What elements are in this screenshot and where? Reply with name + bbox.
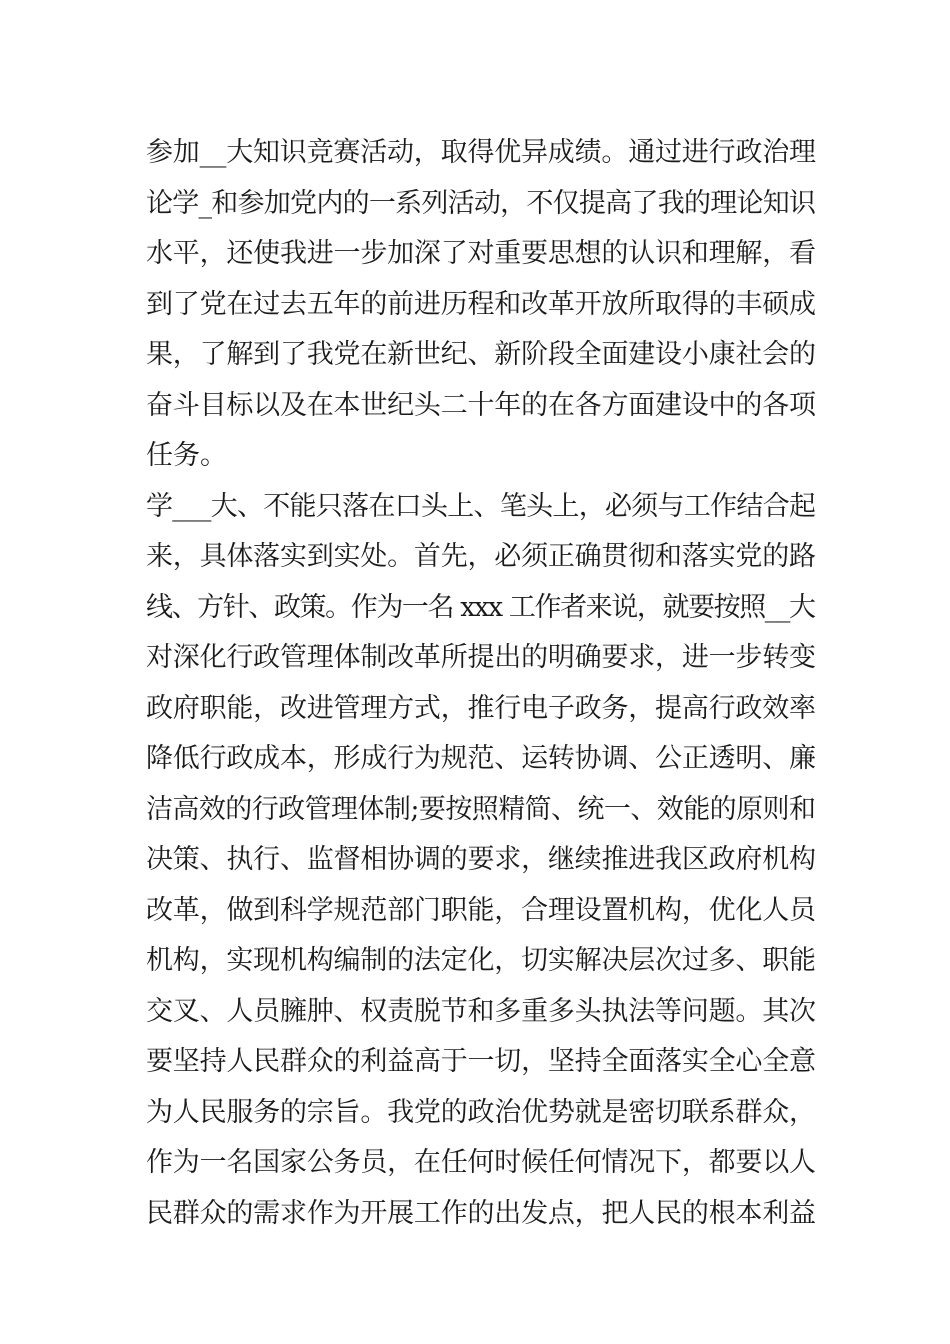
text-line: 为人民服务的宗旨。我党的政治优势就是密切联系群众， [146, 1096, 816, 1128]
text-line: 来，具体落实到实处。首先，必须正确贯彻和落实党的路 [146, 541, 816, 572]
text-line: 参加__大知识竞赛活动，取得优异成绩。通过进行政治理 [146, 137, 816, 168]
text-line: 学___大、不能只落在口头上、笔头上，必须与工作结合起 [146, 490, 816, 522]
text-line: 洁高效的行政管理体制;要按照精简、统一、效能的原则和 [146, 793, 816, 825]
text-line: 任务。 [146, 440, 227, 471]
text-line: 作为一名国家公务员，在任何时候任何情况下，都要以人 [146, 1147, 816, 1178]
paragraph-2 [146, 482, 816, 1240]
text-line: 水平，还使我进一步加深了对重要思想的认识和理解，看 [146, 238, 816, 269]
text-line: 要坚持人民群众的利益高于一切，坚持全面落实全心全意 [146, 1046, 816, 1077]
text-line: 奋斗目标以及在本世纪头二十年的在各方面建设中的各项 [146, 389, 816, 421]
text-line: 果，了解到了我党在新世纪、新阶段全面建设小康社会的 [146, 339, 816, 370]
text-line: 改革，做到科学规范部门职能，合理设置机构，优化人员 [146, 894, 816, 926]
text-line: 到了党在过去五年的前进历程和改革开放所取得的丰硕成 [146, 288, 816, 320]
document-body [146, 128, 816, 1239]
text-line: 机构，实现机构编制的法定化，切实解决层次过多、职能 [146, 945, 816, 976]
text-line: 对深化行政管理体制改革所提出的明确要求，进一步转变 [146, 642, 816, 673]
paragraph-1 [146, 128, 816, 482]
text-line: 民群众的需求作为开展工作的出发点，把人民的根本利益 [146, 1197, 816, 1229]
text-line: 交叉、人员臃肿、权责脱节和多重多头执法等问题。其次 [146, 995, 816, 1027]
text-line: 决策、执行、监督相协调的要求，继续推进我区政府机构 [146, 844, 816, 875]
text-line: 政府职能，改进管理方式，推行电子政务，提高行政效率 [146, 692, 816, 724]
text-line: 降低行政成本，形成行为规范、运转协调、公正透明、廉 [146, 743, 816, 774]
text-line: 线、方针、政策。作为一名 xxx 工作者来说，就要按照__大 [146, 591, 815, 623]
text-line: 论学_和参加党内的一系列活动，不仅提高了我的理论知识 [146, 187, 816, 219]
